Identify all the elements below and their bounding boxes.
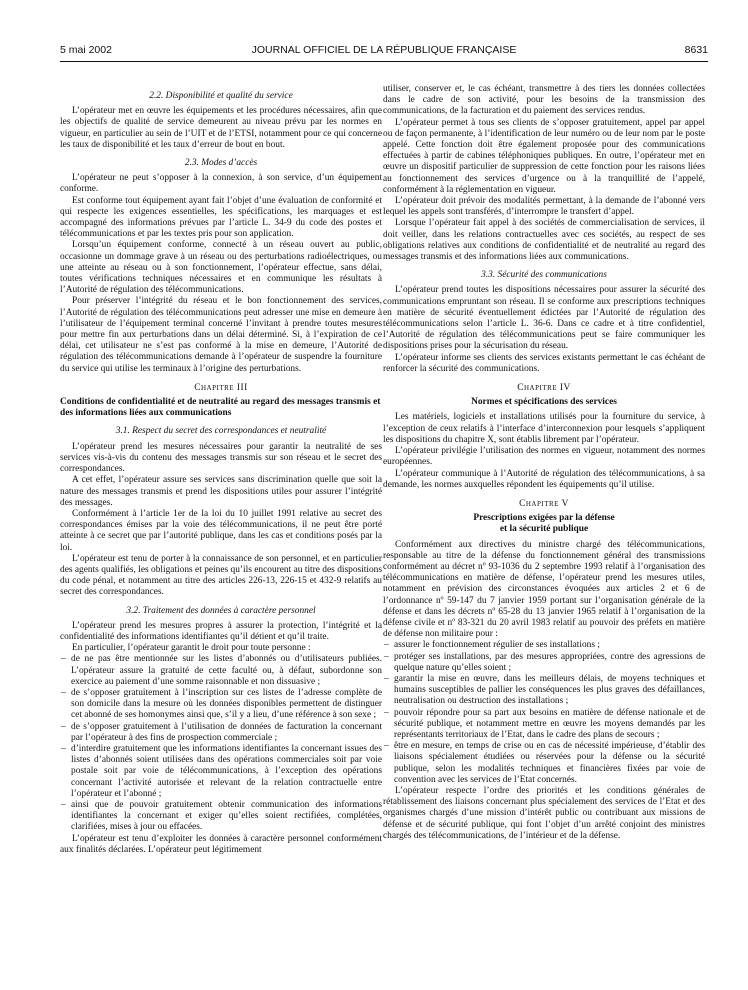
paragraph: L’opérateur est tenu de porter à la connaissance de son personnel, et en particulier des agents qualifiés, les obligations et peines qu’ils encourent au titre des dispositions du code pénal, et notamment au titre des articles 226-13, 226-15 et 432-9 relatifs au secret des correspondances. bbox=[60, 553, 382, 598]
section-3-2-title: 3.2. Traitement des données à caractère personnel bbox=[126, 605, 316, 616]
paragraph: L’opérateur prend les mesures nécessaires pour garantir la neutralité de ses services vis-à-vis du contenu des messages transmis sur son réseau et le secret des correspondances. bbox=[60, 441, 382, 475]
chapter-4-label: Chapitre IV bbox=[517, 383, 571, 394]
list-item: – de s’opposer gratuitement à l’utilisation de données de facturation la concernant par l’opérateur à des fins de prospection commerciale ; bbox=[60, 722, 382, 744]
list-item: – ainsi que de pouvoir gratuitement obtenir communication des informations identifiantes la concernant et exiger qu’elles soient rectifiées, complétées, clarifiées, mises à jour ou effacées. bbox=[60, 800, 382, 834]
paragraph: L’opérateur ne peut s’opposer à la connexion, à son service, d’un équipement conforme. bbox=[60, 173, 382, 195]
list-item: – pouvoir répondre pour sa part aux besoins en matière de défense nationale et de sécurité publique, et notamment mettre en œuvre les moyens demandés par les représentants territoriaux de l’Etat, dans le cadre des plans de secours ; bbox=[383, 708, 705, 742]
paragraph: Les matériels, logiciels et installations utilisés pour la fourniture du service, à l’exception de ceux relatifs à l’interface d’interconnexion pour lesquels s’appliquent les dispositions du chapitre X, sont établis librement par l’opérateur. bbox=[383, 412, 705, 445]
chapter-3-label: Chapitre III bbox=[194, 382, 248, 393]
paragraph: utiliser, conserver et, le cas échéant, transmettre à des tiers les données collectées dans le cadre de son activité, pour les besoins de la transmission des communications, de la facturation et du paiement des services rendus. bbox=[383, 84, 705, 117]
paragraph: Est conforme tout équipement ayant fait l’objet d’une évaluation de conformité et qui respecte les exigences essentielles, les spécifications, les marquages et est accompagné des informations prévues par l’article L. 34-9 du code des postes et télécommunications et par les textes pris pour son application. bbox=[60, 195, 382, 240]
header-rule bbox=[60, 61, 708, 62]
section-2-2-title: 2.2. Disponibilité et qualité du service bbox=[149, 91, 293, 101]
section-2-3-title: 2.3. Modes d’accès bbox=[184, 158, 258, 169]
paragraph: L’opérateur informe ses clients des services existants permettant le cas échéant de renforcer la sécurité des communications. bbox=[383, 352, 705, 374]
paragraph: En particulier, l’opérateur garantit le droit pour toute personne : bbox=[72, 643, 311, 654]
list-item: – être en mesure, en temps de crise ou en cas de nécessité impérieuse, d’établir des liaisons spécialement étudiées ou réservées pour la défense ou la sécurité publique, selon les modalités techniques et financières fixées par voie de convention avec les services de l’Etat concernés. bbox=[383, 741, 705, 786]
list-item: – assurer le fonctionnement régulier de ses installations ; bbox=[383, 640, 705, 651]
journal-title: JOURNAL OFFICIEL DE LA RÉPUBLIQUE FRANÇAISE bbox=[251, 44, 517, 56]
paragraph: L’opérateur privilégie l’utilisation des normes en vigueur, notamment des normes européennes. bbox=[383, 446, 705, 468]
paragraph: Conformément aux directives du ministre chargé des télécommunications, responsable au titre de la défense du fonctionnement général des transmissions conformément au décret nº 93-1036 du 2 septembre 1993 relatif à l’organisation des télécommunications en matière de défense, l’opérateur prend les mesures utiles, notamment en prévision des circonstances évoquées aux articles 2 et 6 de l’ordonnance nº 59-147 du 7 janvier 1959 portant sur l’organisation générale de la défense et dans les décrets nº 65-28 du 13 janvier 1965 relatif à l’organisation de la défense civile et nº 83-321 du 20 avril 1983 relatif au pouvoir des préfets en matière de défense non militaire pour : bbox=[383, 539, 705, 640]
section-3-3-title: 3.3. Sécurité des communications bbox=[481, 270, 607, 281]
paragraph: Pour préserver l’intégrité du réseau et le bon fonctionnement des services, l’Autorité de régulation des télécommunications peut adresser une mise en demeure à l’utilisateur de l’équipement terminal concerné l’invitant à prendre toutes mesures pour mettre fin aux perturbations dans un délai déterminé. Si, à l’expiration de ce délai, cet utilisateur ne s’est pas conformé à la mise en demeure, l’Autorité de régulation des télécommunications demande à l’opérateur de suspendre la fourniture du service qui utilise les terminaux à l’origine des perturbations. bbox=[60, 296, 382, 374]
paragraph: L’opérateur respecte l’ordre des priorités et les conditions générales de rétablissement des liaisons concernant plus spécialement des services de l’Etat et des organismes chargés d’une mission d’intérêt public ou contribuant aux missions de défense et de sécurité publique, qui font l’objet d’un arrêté conjoint des ministres chargés des télécommunications, de l’intérieur et de la défense. bbox=[383, 785, 705, 841]
paragraph: L’opérateur permet à tous ses clients de s’opposer gratuitement, appel par appel ou de façon permanente, à l’identification de leur numéro ou de leur nom par le poste appelé. Cette fonction doit être également proposée pour des communications effectuées à partir de cabines téléphoniques publiques. En outre, l’opérateur met en œuvre un dispositif particulier de suppression de cette fonction pour les raisons liées au fonctionnement des services d’urgence ou à la tranquillité de l’appelé, conformément à la réglementation en vigueur. bbox=[383, 117, 705, 195]
paragraph: L’opérateur prend toutes les dispositions nécessaires pour assurer la sécurité des communications empruntant son réseau. Il se conforme aux prescriptions techniques en matière de sécurité éventuellement édictées par l’Autorité de régulation des télécommunications selon l’article L. 36-6. Dans ce cadre et à titre confidentiel, l’Autorité de régulation des télécommunications peut se faire communiquer les dispositions prises pour la sécurisation du réseau. bbox=[383, 285, 705, 352]
paragraph: Lorsqu’un équipement conforme, connecté à un réseau ouvert au public, occasionne un dommage grave à un réseau ou des perturbations radioélectriques, ou une atteinte au réseau ou à son fonctionnement, l’opérateur effectue, sans délai, toutes vérifications techniques nécessaires et en communique les résultats à l’Autorité de régulation des télécommunications. bbox=[60, 240, 382, 296]
paragraph: Conformément à l’article 1er de la loi du 10 juillet 1991 relative au secret des correspondances émises par la voie des télécommunications, il ne peut être porté atteinte à ce secret que par l’autorité publique, dans les cas et conditions posés par la loi. bbox=[60, 508, 382, 553]
list-item: – de s’opposer gratuitement à l’inscription sur ces listes de l’adresse complète de son domicile dans la mesure où les données disponibles permettent de distinguer cet abonné de ses homonymes ainsi que, s’il y a lieu, d’une référence à son sexe ; bbox=[60, 688, 382, 722]
defense-measures-list bbox=[383, 640, 705, 786]
page-number: 8631 bbox=[684, 44, 708, 56]
paragraph: L’opérateur met en œuvre les équipements et les procédures nécessaires, afin que les objectifs de qualité de service demeurent au niveau prévu par les normes en vigueur, en particulier au sein de l’UIT et de l’ETSI, notamment pour ce qui concerne les taux de disponibilité et les taux d’erreur de bout en bout. bbox=[60, 106, 382, 150]
paragraph: L’opérateur doit prévoir des modalités permettant, à la demande de l’abonné vers lequel les appels sont transférés, d’interrompre le transfert d’appel. bbox=[383, 196, 705, 218]
chapter-5-title-line-2: et la sécurité publique bbox=[499, 524, 589, 535]
paragraph: A cet effet, l’opérateur assure ses services sans discrimination quelle que soit la nature des messages transmis et prend les dispositions utiles pour assurer l’intégrité des messages. bbox=[60, 475, 382, 508]
list-item: – protéger ses installations, par des mesures appropriées, contre des agressions de quelque nature qu’elles soient ; bbox=[383, 652, 705, 674]
paragraph: L’opérateur prend les mesures propres à assurer la protection, l’intégrité et la confidentialité des informations identifiantes qu’il détient et qu’il traite. bbox=[60, 620, 382, 642]
list-item: – garantir la mise en œuvre, dans les meilleurs délais, de moyens techniques et humains susceptibles de pallier les conséquences les plus graves des défaillances, neutralisation ou destruction des installations ; bbox=[383, 674, 705, 708]
list-item: – d’interdire gratuitement que les informations identifiantes la concernant issues des listes d’abonnés soient utilisées dans des opérations commerciales soit par voie postale soit par voie de télécommunications, à l’exception des opérations concernant l’activité autorisée et relevant de la relation contractuelle entre l’opérateur et l’abonné ; bbox=[60, 744, 382, 800]
left-column bbox=[60, 88, 382, 980]
header-date: 5 mai 2002 bbox=[60, 44, 112, 56]
paragraph: L’opérateur est tenu d’exploiter les données à caractère personnel conformément aux finalités déclarées. L’opérateur peut légitimement bbox=[60, 833, 382, 855]
list-item: – de ne pas être mentionnée sur les listes d’abonnés ou d’utilisateurs publiées. L’opérateur assure la gratuité de cette faculté ou, à défaut, subordonne son exercice au paiement d’une somme raisonnable et non dissuasive ; bbox=[60, 654, 382, 688]
section-3-1-title: 3.1. Respect du secret des correspondances et neutralité bbox=[115, 426, 327, 437]
paragraph: Lorsque l’opérateur fait appel à des sociétés de commercialisation de services, il doit veiller, dans les relations contractuelles avec ces sociétés, au respect de ses obligations relatives aux conditions de confidentialité et de neutralité au regard des messages transmis et des informations liées aux communications. bbox=[383, 218, 705, 263]
chapter-4-title: Normes et spécifications des services bbox=[471, 397, 617, 408]
right-column bbox=[383, 84, 705, 980]
chapter-5-title-line-1: Prescriptions exigées par la défense bbox=[473, 513, 615, 524]
chapter-5-label: Chapitre V bbox=[519, 498, 569, 509]
chapter-3-title: Conditions de confidentialité et de neutralité au regard des messages transmis et des informations liées aux communications bbox=[60, 397, 381, 419]
paragraph: L’opérateur communique à l’Autorité de régulation des télécommunications, à sa demande, les normes auxquelles répondent les équipements qu’il utilise. bbox=[383, 468, 705, 490]
rights-list bbox=[60, 654, 382, 833]
page-header bbox=[60, 44, 708, 58]
